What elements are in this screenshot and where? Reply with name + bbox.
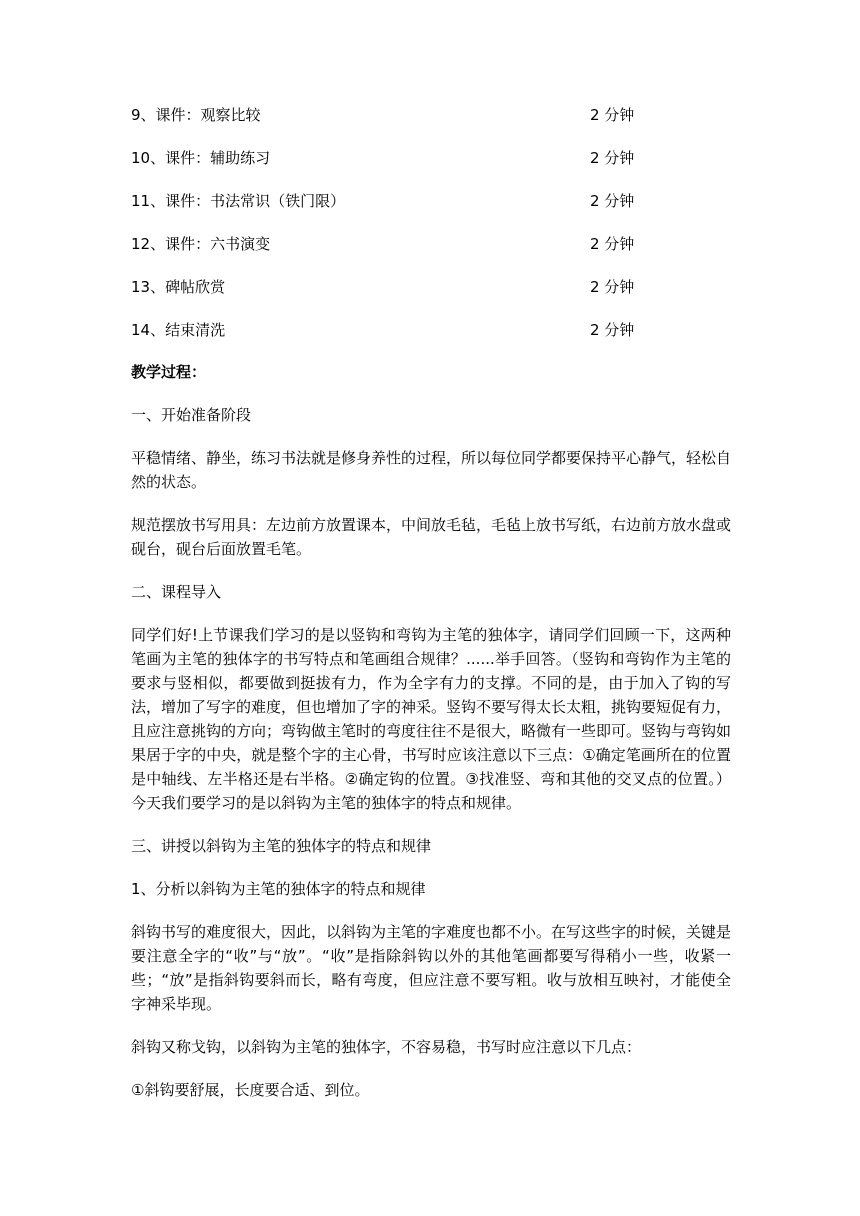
schedule-item-label: 13、碑帖欣赏	[131, 278, 226, 296]
section-title: 三、讲授以斜钩为主笔的独体字的特点和规律	[131, 837, 432, 855]
process-heading: 教学过程：	[131, 363, 207, 381]
schedule-item-duration: 2 分钟	[590, 278, 635, 296]
schedule-item-label: 12、课件：六书演变	[131, 235, 271, 253]
paragraph: 斜钩又称戈钩，以斜钩为主笔的独体字，不容易稳，书写时应注意以下几点：	[131, 1038, 642, 1056]
schedule-item-duration: 2 分钟	[590, 321, 635, 339]
schedule-item-label: 14、结束清洗	[131, 321, 226, 339]
paragraph: 同学们好!上节课我们学习的是以竖钩和弯钩为主笔的独体字，请同学们回顾一下，这两种笔画为主笔的独体字的书写特点和笔画组合规律？......举手回答。（竖钩和弯钩作为主笔的要求与竖相似，都要做到挺拔有力，作为全字有力的支撑。不同的是，由于加入了钩的写法，增加了写字的难度，但也增加了字的神采。竖钩不要写得太长太粗，挑钩要短促有力，且应注意挑钩的方向；弯钩做主笔时的弯度往往不是很大，略微有一些即可。竖钩与弯钩如果居于字的中央，就是整个字的主心骨，书写时应该注意以下三点：①确定笔画所在的位置是中轴线、左半格还是右半格。②确定钩的位置。③找准竖、弯和其他的交叉点的位置。）今天我们要学习的是以斜钩为主笔的独体字的特点和规律。	[131, 626, 732, 812]
schedule-item-duration: 2 分钟	[590, 149, 635, 167]
schedule-row	[131, 318, 691, 361]
section-title: 一、开始准备阶段	[131, 406, 252, 424]
schedule-row	[131, 232, 691, 275]
teaching-process	[131, 360, 731, 1121]
schedule-row	[131, 189, 691, 232]
schedule-item-duration: 2 分钟	[590, 192, 635, 210]
paragraph: 平稳情绪、静坐，练习书法就是修身养性的过程，所以每位同学都要保持平心静气，轻松自然的状态。	[131, 449, 732, 491]
paragraph: 斜钩书写的难度很大，因此，以斜钩为主笔的字难度也都不小。在写这些字的时候，关键是要注意全字的“收”与“放”。“收”是指除斜钩以外的其他笔画都要写得稍小一些，收紧一些；“放”是指斜钩要斜而长，略有弯度，但应注意不要写粗。收与放相互映衬，才能使全字神采毕现。	[131, 923, 732, 1013]
schedule-row	[131, 146, 691, 189]
subsection-title: 1、分析以斜钩为主笔的独体字的特点和规律	[131, 880, 426, 898]
schedule-row	[131, 103, 691, 146]
section-title: 二、课程导入	[131, 583, 222, 601]
paragraph: 规范摆放书写用具：左边前方放置课本，中间放毛毡，毛毡上放书写纸，右边前方放水盘或砚台，砚台后面放置毛笔。	[131, 516, 732, 558]
schedule-item-label: 9、课件：观察比较	[131, 106, 261, 124]
schedule-item-label: 11、课件：书法常识（铁门限）	[131, 192, 346, 210]
schedule-item-duration: 2 分钟	[590, 106, 635, 124]
schedule-row	[131, 275, 691, 318]
schedule-item-label: 10、课件：辅助练习	[131, 149, 271, 167]
schedule-list	[131, 103, 691, 361]
schedule-item-duration: 2 分钟	[590, 235, 635, 253]
paragraph: ①斜钩要舒展，长度要合适、到位。	[131, 1081, 370, 1099]
